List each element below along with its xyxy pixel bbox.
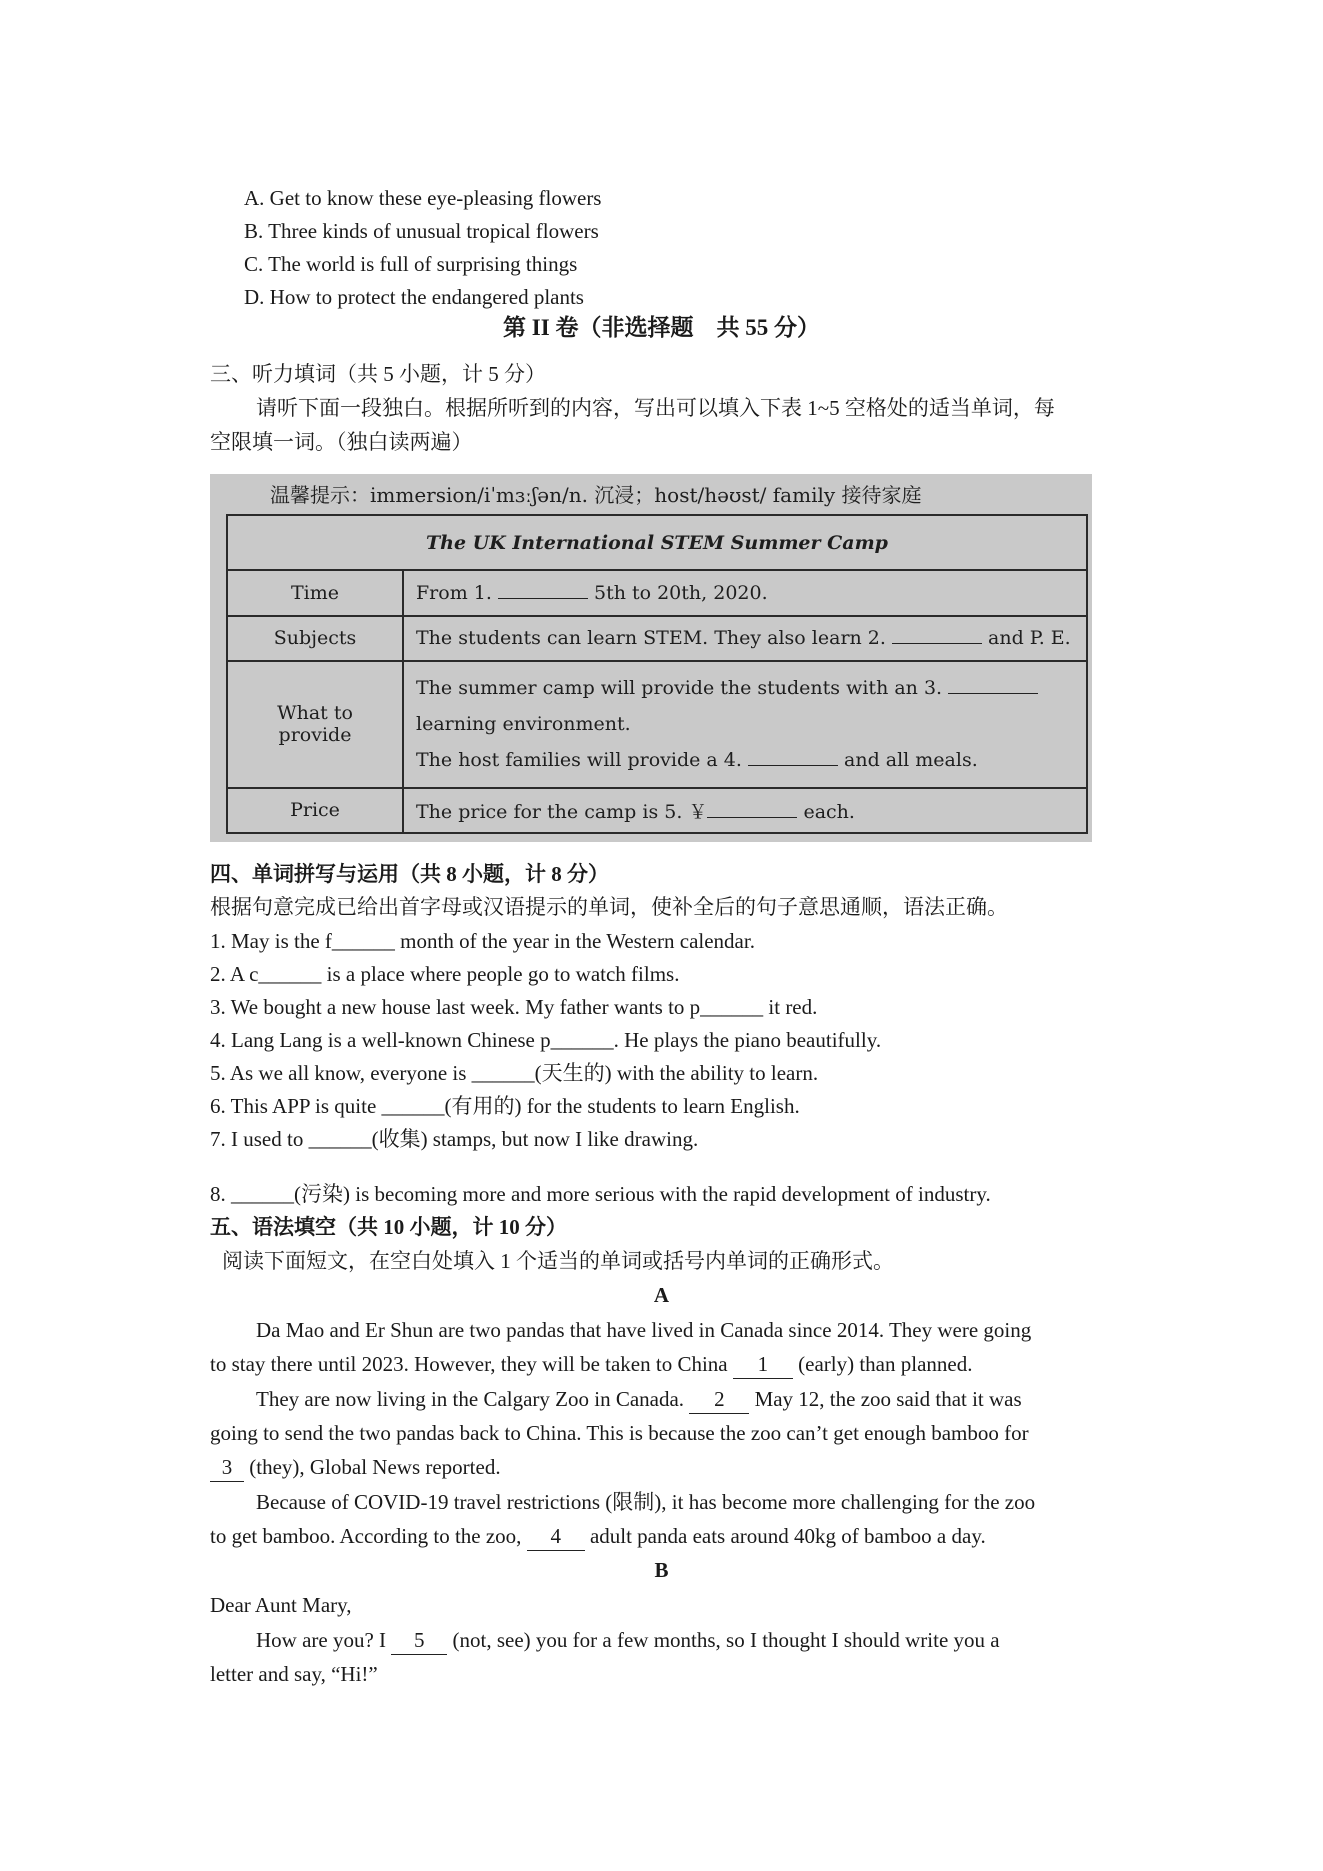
blank-a2: 2 xyxy=(689,1385,749,1414)
blank-4 xyxy=(748,765,838,766)
passage-b-line-1-post: (not, see) you for a few months, so I thought I should write you a xyxy=(452,1628,1000,1652)
sec5-instruction: 阅读下面短文，在空白处填入 1 个适当的单词或括号内单词的正确形式。 xyxy=(222,1249,894,1273)
table-row xyxy=(227,788,1087,833)
passage-a-line-3-post: May 12, the zoo said that it was xyxy=(754,1387,1022,1411)
price-cell xyxy=(403,788,1087,833)
camp-table xyxy=(226,514,1088,834)
subjects-cell xyxy=(403,616,1087,661)
passage-a-line-7 xyxy=(210,1522,986,1551)
blank-5 xyxy=(707,817,797,818)
time-text-pre: From 1. xyxy=(416,581,492,604)
passage-a-line-1: Da Mao and Er Shun are two pandas that have lived in Canada since 2014. They were going xyxy=(256,1318,1032,1342)
passage-a-line-7-pre: to get bamboo. According to the zoo, xyxy=(210,1524,522,1548)
option-c: C. The world is full of surprising things xyxy=(244,252,578,276)
provide-cell xyxy=(403,661,1087,788)
provide-text-2: learning environment. xyxy=(416,713,631,736)
blank-a4: 4 xyxy=(527,1522,585,1551)
provide-text-3: The host families will provide a 4. xyxy=(416,749,742,772)
subjects-label: Subjects xyxy=(227,616,403,661)
sec4-item-2: 2. A c______ is a place where people go to watch films. xyxy=(210,962,680,986)
subjects-text-post: and P. E. xyxy=(988,627,1071,650)
sec3-heading: 三、听力填词（共 5 小题，计 5 分） xyxy=(210,362,546,386)
table-title: The UK International STEM Summer Camp xyxy=(227,515,1087,570)
sec3-instruction-2: 空限填一词。（独白读两遍） xyxy=(210,430,473,454)
passage-a-line-5-post: (they), Global News reported. xyxy=(249,1455,501,1479)
passage-b-line-2: letter and say, “Hi!” xyxy=(210,1662,378,1686)
passage-a-line-2 xyxy=(210,1350,972,1379)
table-row xyxy=(227,661,1087,788)
blank-1 xyxy=(498,598,588,599)
passage-b-line-1 xyxy=(256,1626,1000,1655)
passage-a-line-6: Because of COVID-19 travel restrictions (限制), it has become more challenging for the zoo xyxy=(256,1490,1036,1514)
time-label: Time xyxy=(227,570,403,615)
sec4-item-1: 1. May is the f______ month of the year in the Western calendar. xyxy=(210,929,755,953)
option-b: B. Three kinds of unusual tropical flowers xyxy=(244,219,599,243)
option-a: A. Get to know these eye-pleasing flowers xyxy=(244,186,602,210)
sec4-item-7: 7. I used to ______(收集) stamps, but now I like drawing. xyxy=(210,1127,699,1151)
passage-a-line-4: going to send the two pandas back to China. This is because the zoo can’t get enough bamboo for xyxy=(210,1421,1029,1445)
blank-2 xyxy=(892,643,982,644)
passage-a-line-3-pre: They are now living in the Calgary Zoo in Canada. xyxy=(256,1387,685,1411)
passage-b-label: B xyxy=(654,1558,669,1582)
listening-table-photo xyxy=(210,474,1092,842)
table-row xyxy=(227,616,1087,661)
price-text-pre: The price for the camp is 5. ￥ xyxy=(416,800,708,823)
sec4-instruction: 根据句意完成已给出首字母或汉语提示的单词，使补全后的句子意思通顺，语法正确。 xyxy=(210,895,1008,919)
hint-note: 温馨提示：immersion/iˈmɜːʃən/n. 沉浸；host/həʊst/ family 接待家庭 xyxy=(270,483,922,507)
sec4-item-8: 8. ______(污染) is becoming more and more serious with the rapid development of industry. xyxy=(210,1182,991,1206)
price-label: Price xyxy=(227,788,403,833)
blank-a1: 1 xyxy=(733,1350,793,1379)
blank-3 xyxy=(948,693,1038,694)
blank-a3: 3 xyxy=(210,1453,244,1482)
sec4-item-4: 4. Lang Lang is a well-known Chinese p______. He plays the piano beautifully. xyxy=(210,1028,882,1052)
subjects-text-pre: The students can learn STEM. They also learn 2. xyxy=(416,627,886,650)
sec5-heading: 五、语法填空（共 10 小题，计 10 分） xyxy=(210,1215,567,1239)
passage-a-line-3 xyxy=(256,1385,1022,1414)
part2-title: 第 II 卷（非选择题 共 55 分） xyxy=(503,315,820,340)
passage-b-greeting: Dear Aunt Mary, xyxy=(210,1593,352,1617)
provide-text-3-post: and all meals. xyxy=(844,749,978,772)
time-text-post: 5th to 20th, 2020. xyxy=(593,581,768,604)
blank-b5: 5 xyxy=(391,1626,447,1655)
sec3-instruction-1: 请听下面一段独白。根据所听到的内容，写出可以填入下表 1~5 空格处的适当单词，每 xyxy=(256,396,1055,420)
provide-label: What to provide xyxy=(227,661,403,788)
passage-a-line-5 xyxy=(210,1453,501,1482)
passage-a-line-2-post: (early) than planned. xyxy=(798,1352,973,1376)
sec4-item-3: 3. We bought a new house last week. My father wants to p______ it red. xyxy=(210,995,818,1019)
time-cell xyxy=(403,570,1087,615)
passage-a-line-7-post: adult panda eats around 40kg of bamboo a day. xyxy=(589,1524,986,1548)
sec4-heading: 四、单词拼写与运用（共 8 小题，计 8 分） xyxy=(210,862,609,886)
passage-a-line-2-pre: to stay there until 2023. However, they will be taken to China xyxy=(210,1352,728,1376)
provide-text-1: The summer camp will provide the students with an 3. xyxy=(416,677,943,700)
passage-a-label: A xyxy=(653,1283,670,1307)
sec4-item-6: 6. This APP is quite ______(有用的) for the students to learn English. xyxy=(210,1094,800,1118)
sec4-item-5: 5. As we all know, everyone is ______(天生的) with the ability to learn. xyxy=(210,1061,819,1085)
price-text-post: each. xyxy=(803,800,855,823)
table-row xyxy=(227,570,1087,615)
passage-b-line-1-pre: How are you? I xyxy=(256,1628,387,1652)
option-d: D. How to protect the endangered plants xyxy=(244,285,584,309)
